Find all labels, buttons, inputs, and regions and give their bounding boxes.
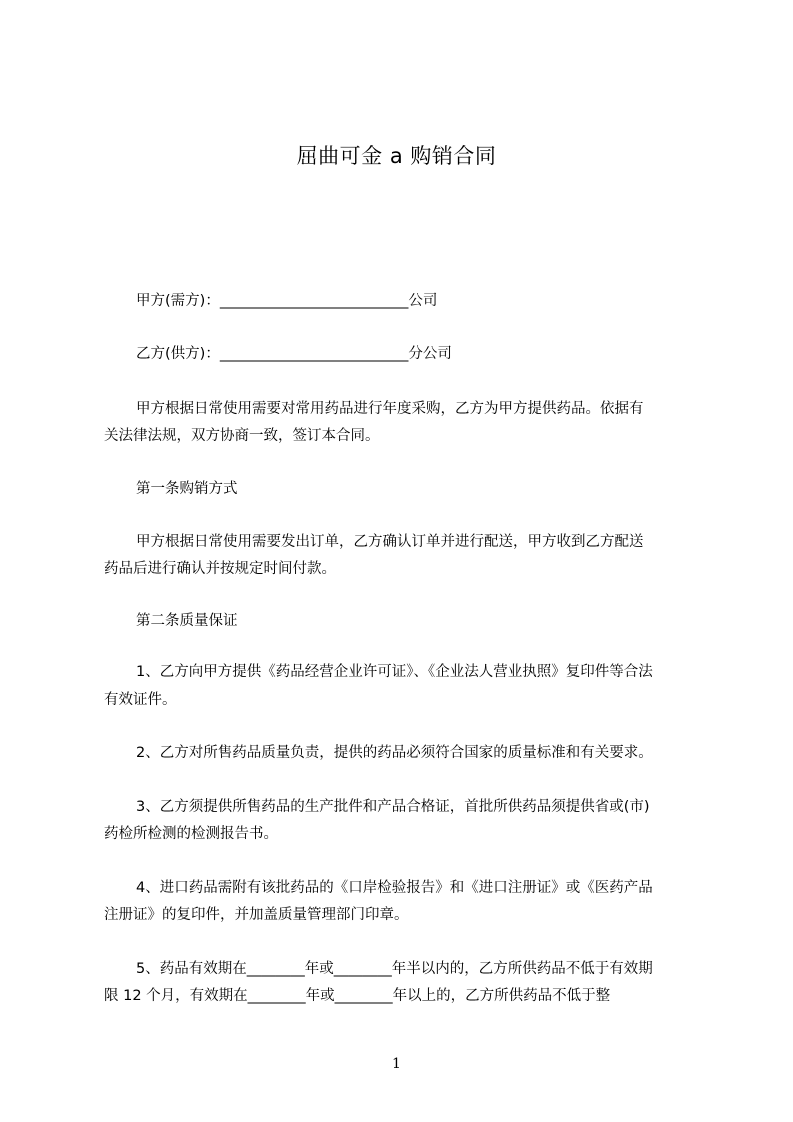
party-a-suffix: 公司 [408, 293, 438, 309]
item-5-line-2: 限 12 个月，有效期在________年或________年以上的，乙方所供药品不低于整 [104, 988, 611, 1004]
item-5-line-1: 5、药品有效期在________年或________年半以内的，乙方所供药品不低于有效期 [136, 961, 653, 977]
page-number: 1 [392, 1056, 401, 1072]
party-b-line [104, 344, 700, 364]
item-2-line-1: 2、乙方对所售药品质量负责，提供的药品必须符合国家的质量标准和有关要求。 [136, 745, 653, 761]
item-1-line-1: 1、乙方向甲方提供《药品经营企业许可证》、《企业法人营业执照》复印件等合法 [136, 664, 653, 680]
page-title: 屈曲可金 a 购销合同 [296, 144, 497, 168]
party-b-label: 乙方(供方)： [136, 346, 220, 362]
item-4-line-2: 注册证》的复印件，并加盖质量管理部门印章。 [104, 907, 409, 923]
section-1-paragraph-line-2: 药品后进行确认并按规定时间付款。 [104, 561, 336, 577]
party-b-name-blank: __________________________ [219, 346, 409, 362]
section-1-heading: 第一条购销方式 [136, 481, 238, 497]
party-a-line [104, 291, 700, 311]
party-a-name-blank: __________________________ [219, 293, 409, 309]
item-4-line-1: 4、进口药品需附有该批药品的《口岸检验报告》和《进口注册证》或《医药产品 [136, 880, 653, 896]
section-2-heading: 第二条质量保证 [136, 613, 238, 629]
intro-paragraph-line-2: 关法律法规，双方协商一致，签订本合同。 [104, 428, 380, 444]
party-b-suffix: 分公司 [408, 346, 452, 362]
section-1-paragraph-line-1: 甲方根据日常使用需要发出订单，乙方确认订单并进行配送，甲方收到乙方配送 [136, 534, 644, 550]
item-1-line-2: 有效证件。 [104, 692, 177, 708]
party-a-label: 甲方(需方)： [136, 293, 220, 309]
item-3-line-1: 3、乙方须提供所售药品的生产批件和产品合格证，首批所供药品须提供省或(市) [136, 799, 650, 815]
item-3-line-2: 药检所检测的检测报告书。 [104, 826, 278, 842]
intro-paragraph-line-1: 甲方根据日常使用需要对常用药品进行年度采购，乙方为甲方提供药品。依据有 [136, 401, 644, 417]
